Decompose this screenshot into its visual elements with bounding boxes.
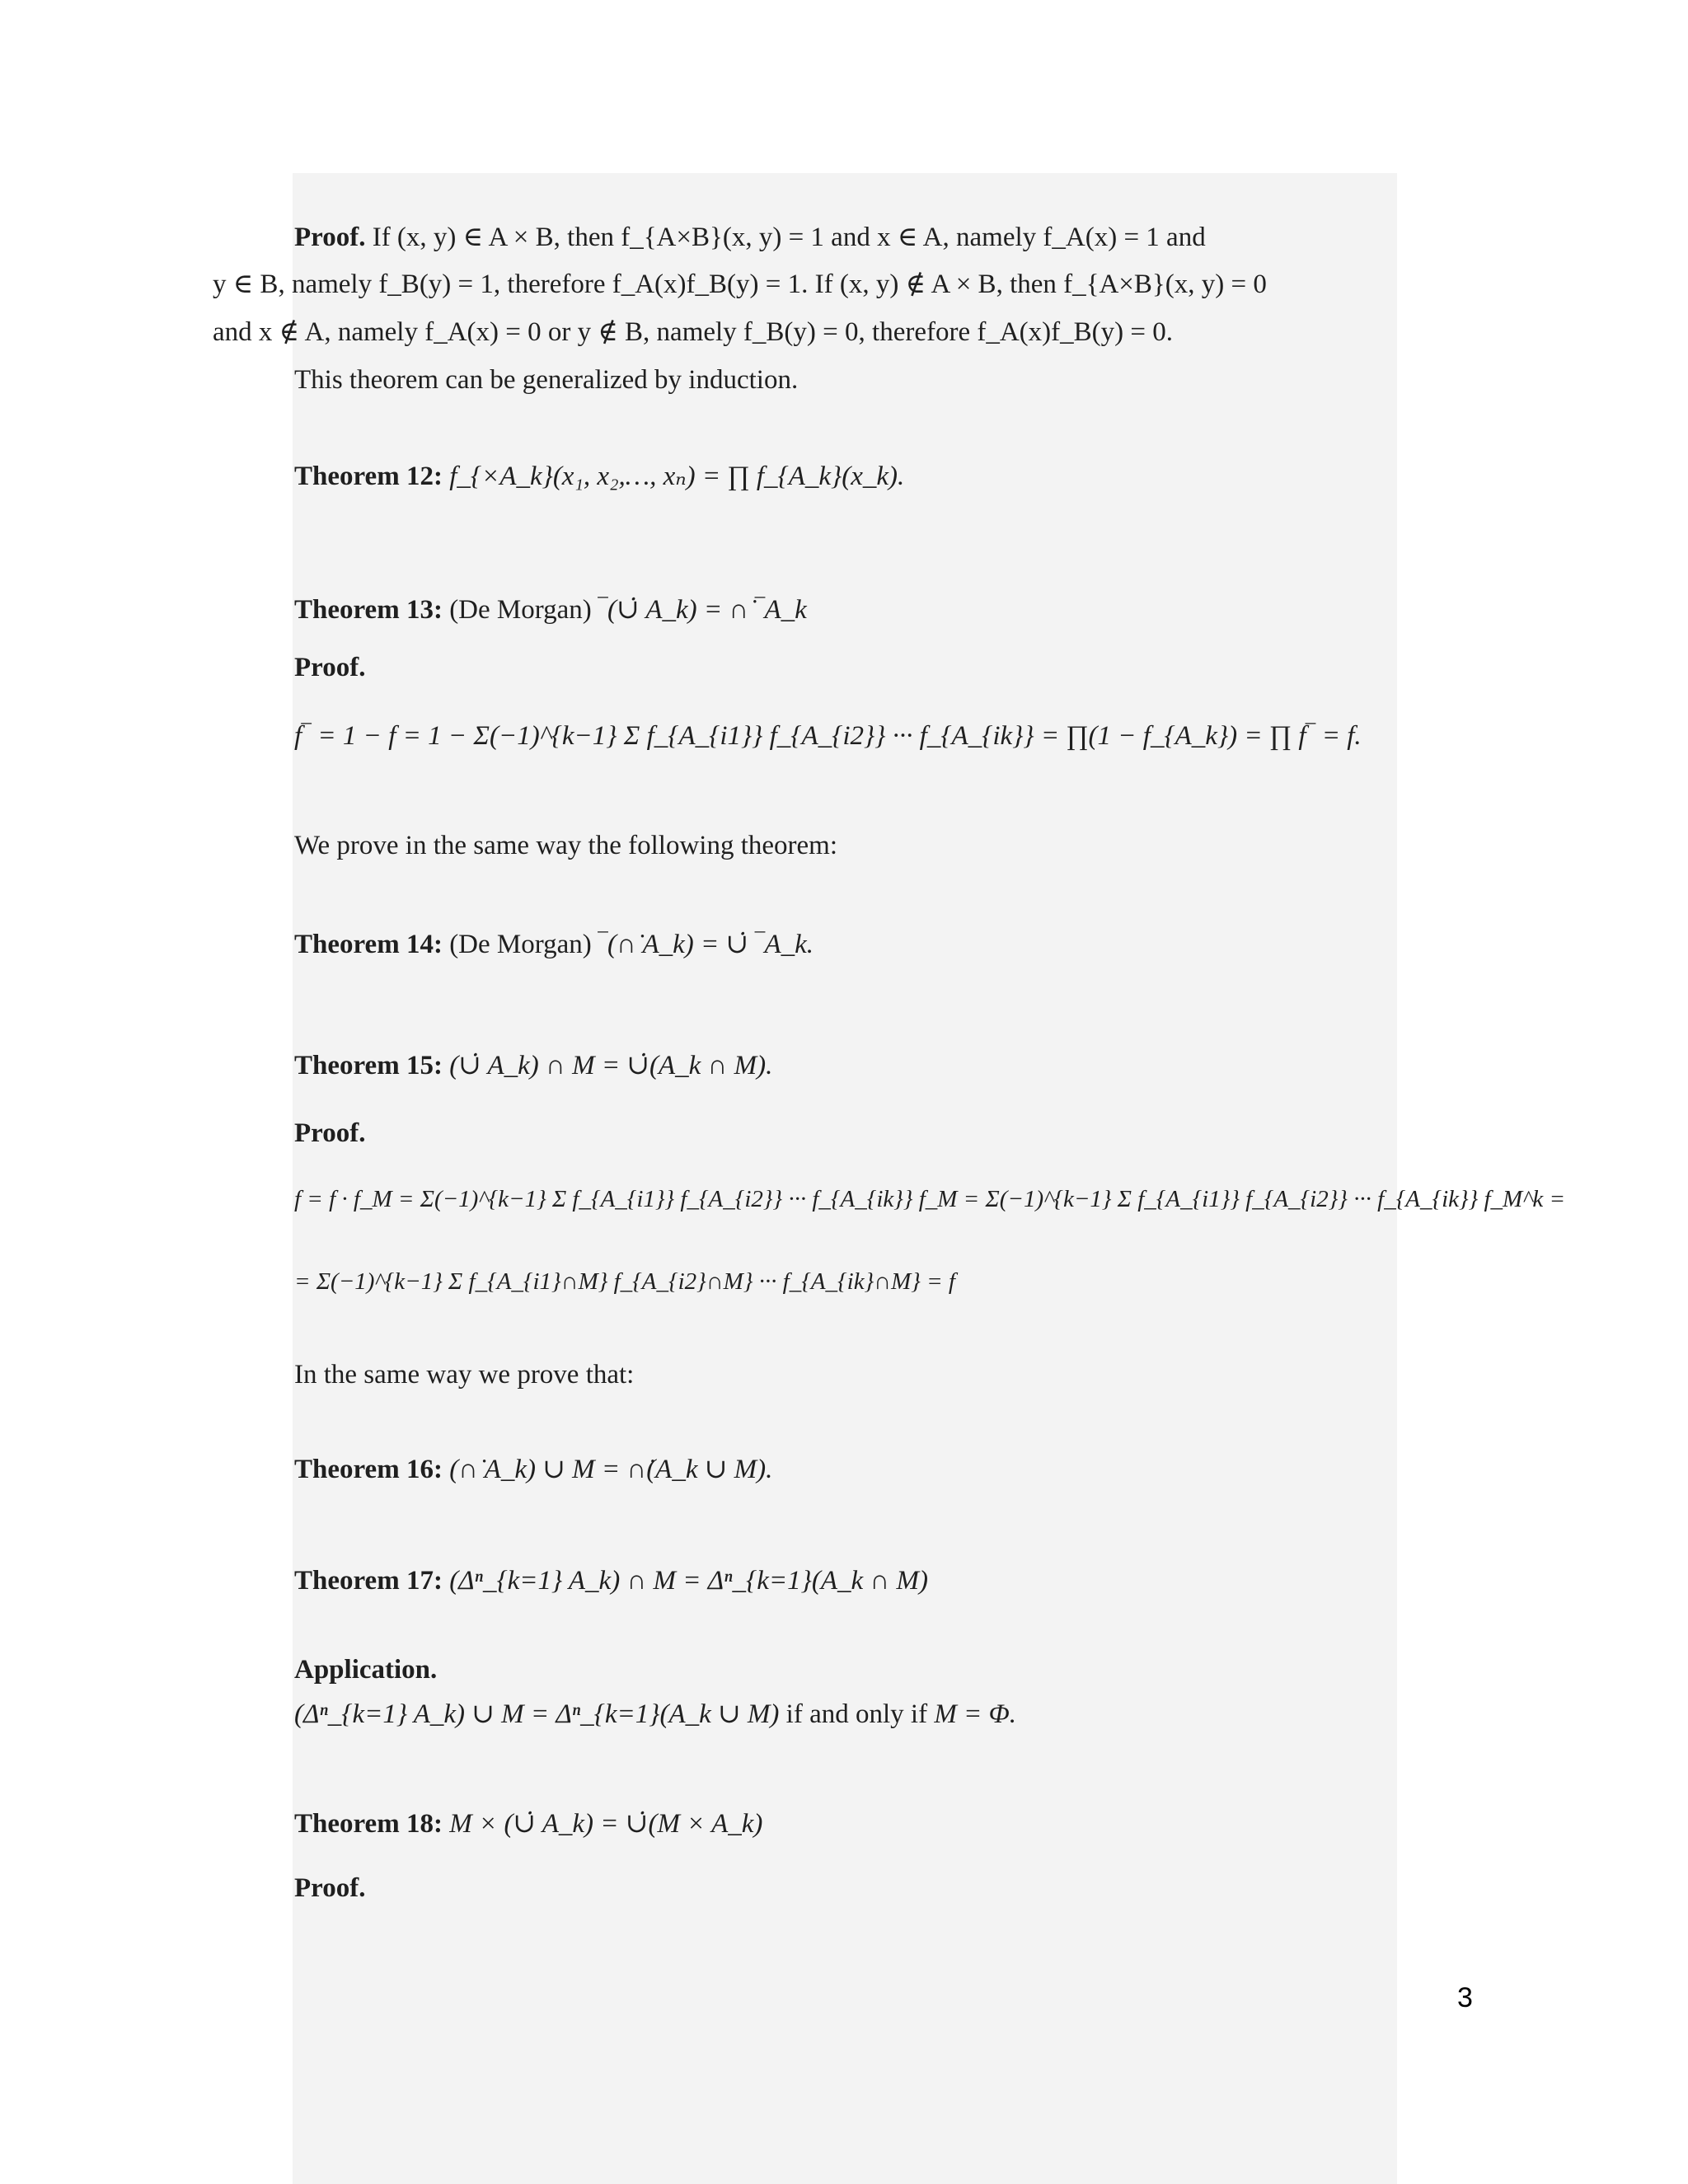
proof-15-label bbox=[294, 1118, 365, 1148]
proof-paragraph-line-1 bbox=[294, 223, 1206, 252]
application-condition: if and only if bbox=[785, 1699, 928, 1729]
proof-13-label bbox=[294, 653, 365, 682]
same-way-sentence-1: We prove in the same way the following theorem: bbox=[294, 831, 837, 860]
proof-label: Proof. bbox=[294, 223, 366, 252]
proof-label: Proof. bbox=[294, 653, 366, 682]
theorem-label: Theorem 14: bbox=[294, 930, 443, 959]
theorem-formula: f_{×A_k}(x₁, x₂,…, xₙ) = ∏ f_{A_k}(x_k). bbox=[449, 462, 905, 491]
page-number: 3 bbox=[1457, 1982, 1473, 2013]
theorem-formula: (∩̇ A_k) ∪ M = ∩̇(A_k ∪ M). bbox=[449, 1455, 773, 1484]
theorem-14 bbox=[294, 930, 814, 959]
proof-15-line-1 bbox=[294, 1187, 1565, 1213]
theorem-note: (De Morgan) bbox=[449, 930, 592, 959]
theorem-17 bbox=[294, 1566, 928, 1596]
proof-18-label bbox=[294, 1873, 365, 1903]
application-label bbox=[294, 1655, 437, 1685]
proof-15-line-2 bbox=[294, 1269, 955, 1296]
theorem-16 bbox=[294, 1455, 772, 1484]
proof-text: If (x, y) ∈ A × B, then f_{A×B}(x, y) = 1 and x ∈ A, namely f_A(x) = 1 and bbox=[372, 223, 1206, 252]
induction-sentence: This theorem can be generalized by induction. bbox=[294, 365, 799, 395]
proof-formula: f = f · f_M = Σ(−1)^{k−1} Σ f_{A_{i1}} f_{A_{i2}} ··· f_{A_{ik}} f_M = Σ(−1)^{k−1} Σ f_{A_{i1}} f_{A_{i2}} ··· f_{A_{ik}} f_M^k = bbox=[294, 1186, 1566, 1212]
theorem-label: Theorem 12: bbox=[294, 462, 443, 491]
application-heading: Application. bbox=[294, 1655, 438, 1685]
theorem-formula: M × (∪̇ A_k) = ∪̇(M × A_k) bbox=[449, 1809, 763, 1839]
theorem-formula: (∪̇ A_k) ∩ M = ∪̇(A_k ∩ M). bbox=[449, 1051, 773, 1080]
theorem-18 bbox=[294, 1809, 762, 1839]
application-condition-formula: M = Φ. bbox=[934, 1699, 1016, 1729]
proof-formula: = Σ(−1)^{k−1} Σ f_{A_{i1}∩M} f_{A_{i2}∩M} ··· f_{A_{ik}∩M} = f bbox=[294, 1268, 955, 1295]
application-statement bbox=[294, 1699, 1016, 1729]
same-way-sentence-2: In the same way we prove that: bbox=[294, 1360, 635, 1390]
theorem-label: Theorem 16: bbox=[294, 1455, 443, 1484]
theorem-15 bbox=[294, 1051, 772, 1080]
theorem-formula: (Δⁿ_{k=1} A_k) ∩ M = Δⁿ_{k=1}(A_k ∩ M) bbox=[449, 1566, 928, 1596]
theorem-note: (De Morgan) bbox=[449, 595, 592, 625]
theorem-formula: ‾(∩̇ A_k) = ∪̇ ‾A_k. bbox=[598, 930, 814, 959]
theorem-label: Theorem 18: bbox=[294, 1809, 443, 1839]
proof-formula: f‾ = 1 − f = 1 − Σ(−1)^{k−1} Σ f_{A_{i1}} f_{A_{i2}} ··· f_{A_{ik}} = ∏(1 − f_{A_k}) = ∏ f‾ = f. bbox=[294, 721, 1362, 751]
proof-paragraph-line-3: and x ∉ A, namely f_A(x) = 0 or y ∉ B, namely f_B(y) = 0, therefore f_A(x)f_B(y) = 0. bbox=[213, 317, 1173, 347]
proof-paragraph-line-2: y ∈ B, namely f_B(y) = 1, therefore f_A(x)f_B(y) = 1. If (x, y) ∉ A × B, then f_{A×B}(x, y) = 0 bbox=[213, 269, 1267, 299]
theorem-12 bbox=[294, 462, 904, 491]
theorem-13 bbox=[294, 595, 807, 625]
theorem-label: Theorem 15: bbox=[294, 1051, 443, 1080]
theorem-formula: ‾(∪̇ A_k) = ∩̇ ‾A_k bbox=[598, 595, 807, 625]
proof-13-formula bbox=[294, 721, 1362, 751]
application-formula: (Δⁿ_{k=1} A_k) ∪ M = Δⁿ_{k=1}(A_k ∪ M) bbox=[294, 1699, 780, 1729]
theorem-label: Theorem 17: bbox=[294, 1566, 443, 1596]
theorem-label: Theorem 13: bbox=[294, 595, 443, 625]
proof-label: Proof. bbox=[294, 1118, 366, 1148]
proof-label: Proof. bbox=[294, 1873, 366, 1903]
